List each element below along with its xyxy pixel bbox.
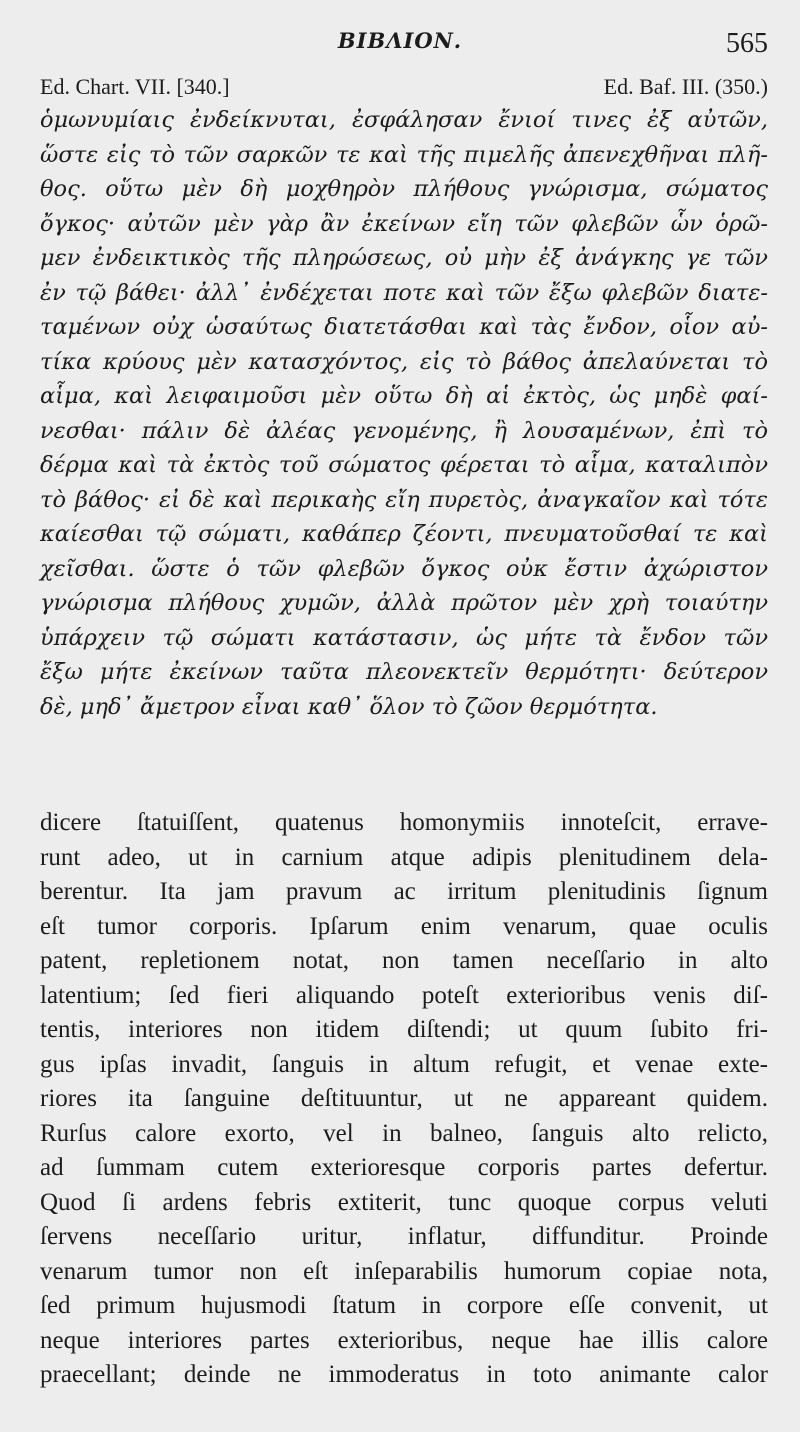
greek-line: τίκα κρύους μὲν κατασχόντος, εἰς τὸ βάθος ἀπελαύνεται τὸ bbox=[40, 348, 768, 375]
greek-line: μεν ἐνδεικτικὸς τῆς πληρώσεως, οὐ μὴν ἐξ ἀνάγκης γε τῶν bbox=[40, 245, 768, 271]
greek-line: νεσθαι· πάλιν δὲ ἀλέας γενομένης, ἢ λουσαμένων, ἐπὶ τὸ bbox=[40, 417, 768, 444]
greek-line: ὄγκος· αὐτῶν μὲν γὰρ ἂν ἐκείνων εἴη τῶν φλεβῶν ὧν ὁρῶ- bbox=[40, 210, 768, 237]
greek-line: χεῖσθαι. ὥστε ὁ τῶν φλεβῶν ὄγκος οὐκ ἔστιν ἀχώριστον bbox=[40, 555, 768, 582]
latin-line: ſervens neceſſario uritur, inflatur, diffunditur. Proinde bbox=[40, 1223, 768, 1250]
page-number: 565 bbox=[726, 28, 768, 59]
latin-line: ad ſummam cutem exterioresque corporis partes defertur. bbox=[40, 1154, 768, 1181]
greek-line: καίεσθαι τῷ σώματι, καθάπερ ζέοντι, πνευματοῦσθαί τε καὶ bbox=[40, 521, 768, 547]
greek-line: ὑπάρχειν τῷ σώματι κατάστασιν, ὡς μήτε τὰ ἔνδον τῶν bbox=[40, 624, 768, 651]
latin-line: runt adeo, ut in carnium atque adipis plenitudinem dela- bbox=[40, 843, 768, 871]
greek-line: γνώρισμα πλήθους χυμῶν, ἀλλὰ πρῶτον μὲν χρὴ τοιαύτην bbox=[40, 590, 768, 616]
latin-line: latentium; ſed fieri aliquando poteſt exterioribus venis diſ- bbox=[40, 981, 768, 1009]
greek-line: ταμένων οὐχ ὡσαύτως διατετάσθαι καὶ τὰς ἔνδον, οἷον αὐ- bbox=[40, 314, 768, 340]
running-title: BIBΛΙΟΝ. bbox=[337, 28, 463, 53]
greek-text-block bbox=[40, 103, 768, 724]
latin-line: riores ita ſanguine deſtituuntur, ut ne appareant quidem. bbox=[40, 1085, 768, 1112]
greek-line: δέρμα καὶ τὰ ἐκτὸς τοῦ σώματος φέρεται τὸ αἷμα, καταλιπὸν bbox=[40, 452, 768, 478]
latin-line: praecellant; deinde ne immoderatus in toto animante calor bbox=[40, 1361, 768, 1388]
latin-line: gus ipſas invadit, ſanguis in altum refugit, et venae exte- bbox=[40, 1050, 768, 1078]
greek-line: δὲ, μηδ᾿ ἄμετρον εἶναι καθ᾿ ὅλον τὸ ζῶον θερμότητα. bbox=[40, 693, 658, 720]
latin-line: berentur. Ita jam pravum ac irritum plenitudinis ſignum bbox=[40, 878, 768, 905]
greek-line: ἔξω μήτε ἐκείνων ταῦτα πλεονεκτεῖν θερμότητι· δεύτερον bbox=[40, 659, 768, 685]
latin-line: patent, repletionem notat, non tamen neceſſario in alto bbox=[40, 947, 768, 974]
latin-line: ſed primum hujusmodi ſtatum in corpore eſſe convenit, ut bbox=[40, 1292, 768, 1319]
greek-line: ἐν τῷ βάθει· ἀλλ᾿ ἐνδέχεται ποτε καὶ τῶν ἔξω φλεβῶν διατε- bbox=[40, 279, 768, 306]
latin-line: tentis, interiores non itidem diſtendi; ut quum ſubito fri- bbox=[40, 1016, 768, 1043]
greek-line: ὁμωνυμίαις ἐνδείκνυται, ἐσφάλησαν ἔνιοί τινες ἐξ αὐτῶν, bbox=[40, 107, 768, 133]
greek-line: αἷμα, καὶ λειφαιμοῦσι μὲν οὕτω δὴ αἱ ἐκτὸς, ὡς μηδὲ φαί- bbox=[40, 383, 768, 409]
edition-reference-basel: Ed. Baf. III. (350.) bbox=[603, 74, 768, 99]
greek-line: θος. οὕτω μὲν δὴ μοχθηρὸν πλήθους γνώρισμα, σώματος bbox=[40, 176, 768, 202]
greek-line: τὸ βάθος· εἰ δὲ καὶ περικαὴς εἴη πυρετὸς, ἀναγκαῖον καὶ τότε bbox=[40, 486, 768, 513]
latin-line: dicere ſtatuiſſent, quatenus homonymiis innoteſcit, errave- bbox=[40, 809, 768, 836]
greek-line: ὥστε εἰς τὸ τῶν σαρκῶν τε καὶ τῆς πιμελῆς ἀπενεχθῆναι πλῆ- bbox=[40, 141, 768, 168]
latin-line: Quod ſi ardens febris extiterit, tunc quoque corpus veluti bbox=[40, 1188, 768, 1216]
latin-line: venarum tumor non eſt inſeparabilis humorum copiae nota, bbox=[40, 1257, 768, 1285]
latin-translation-block bbox=[40, 806, 768, 1393]
latin-line: Rurſus calore exorto, vel in balneo, ſanguis alto relicto, bbox=[40, 1119, 768, 1147]
latin-line: neque interiores partes exterioribus, neque hae illis calore bbox=[40, 1326, 768, 1354]
latin-line: eſt tumor corporis. Ipſarum enim venarum, quae oculis bbox=[40, 912, 768, 940]
edition-reference-chartier: Ed. Chart. VII. [340.] bbox=[40, 74, 230, 99]
